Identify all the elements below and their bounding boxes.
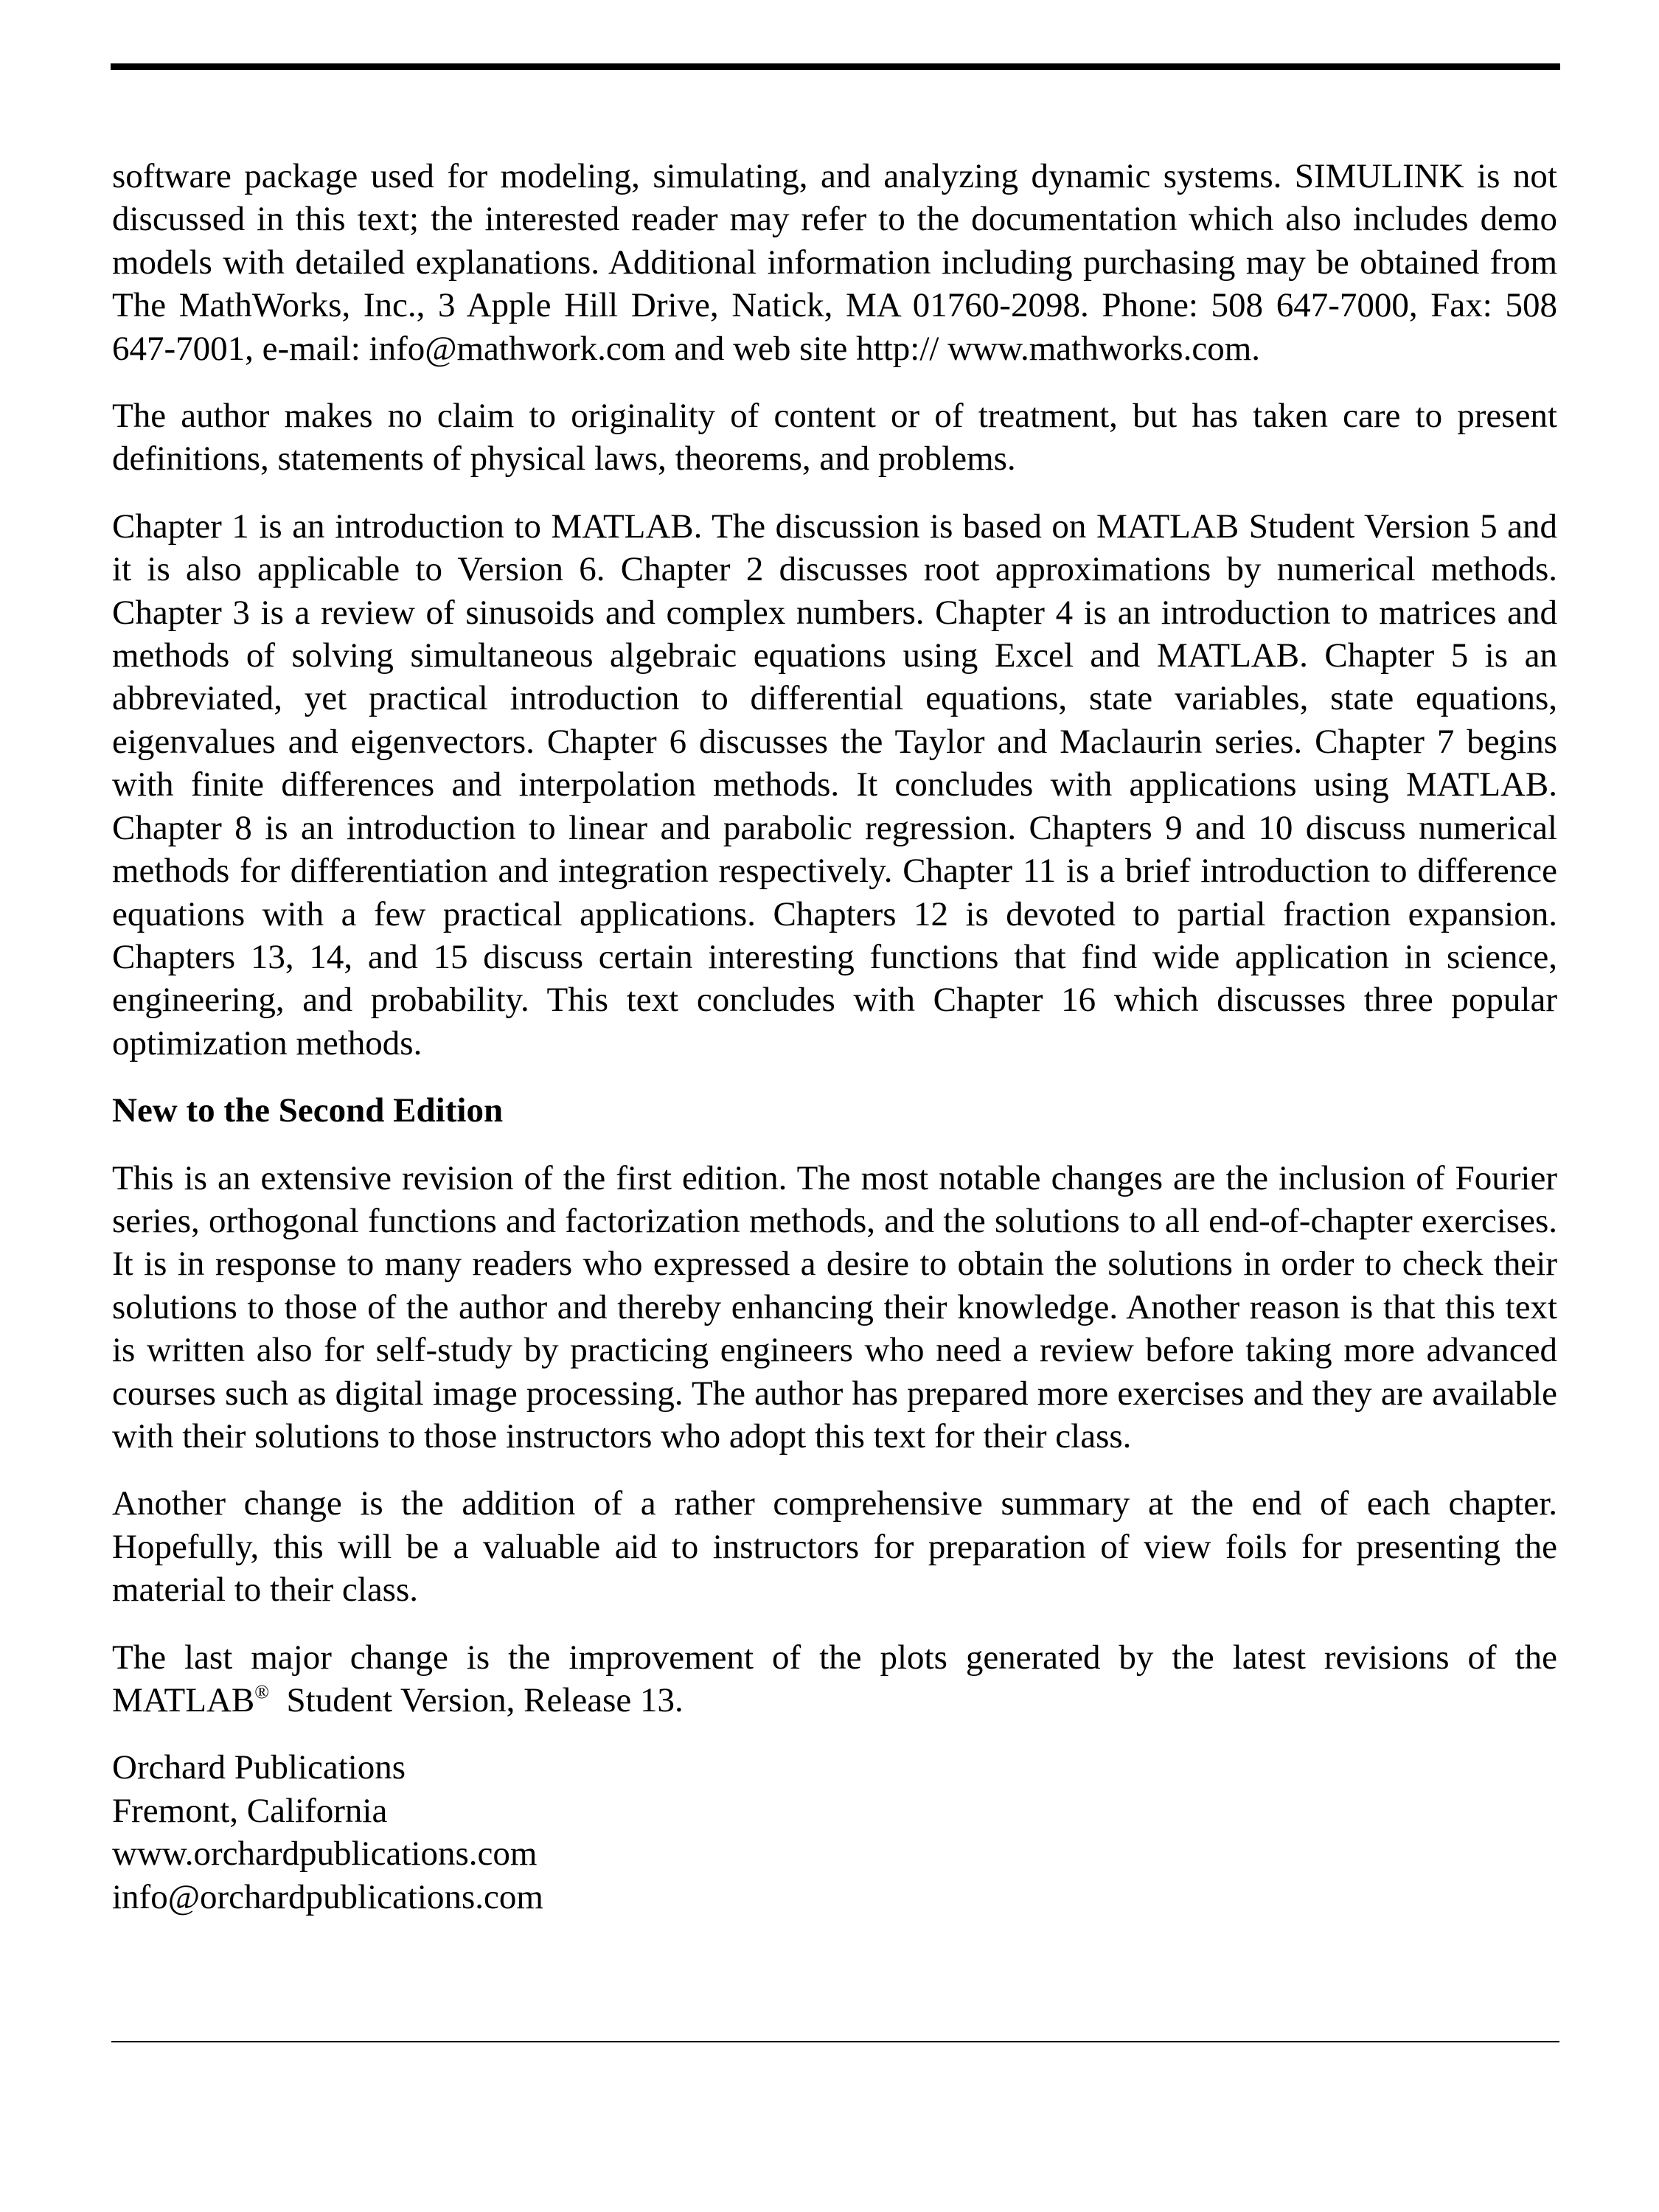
paragraph-plots-change xyxy=(112,1636,1557,1722)
page-body xyxy=(112,155,1557,1919)
plots-change-text-end: Student Version, Release 13. xyxy=(269,1681,684,1719)
header-rule xyxy=(111,63,1560,70)
footer-rule xyxy=(111,2041,1559,2042)
paragraph-summary-change: Another change is the addition of a rather comprehensive summary at the end of each chapter. Hopefully, this will be a valuable aid to instructors for preparation of view foils for presenting the material to their class. xyxy=(112,1484,1557,1610)
publisher-location: Fremont, California xyxy=(112,1791,388,1830)
registered-trademark-symbol: ® xyxy=(254,1681,269,1703)
paragraph-chapter-overview: Chapter 1 is an introduction to MATLAB. The discussion is based on MATLAB Student Version 5 and it is also applicable to Version 6. Chapter 2 discusses root approximations by numerical methods. Chapter 3 is a review of sinusoids and complex numbers. Chapter 4 is an introduction to matrices and methods of solving simultaneous algebraic equations using Excel and MATLAB. Chapter 5 is an abbreviated, yet practical introduction to differential equations, state variables, state equations, eigenvalues and eigenvectors. Chapter 6 discusses the Taylor and Maclaurin series. Chapter 7 begins with finite differences and interpolation methods. It concludes with applications using MATLAB. Chapter 8 is an introduction to linear and parabolic regression. Chapters 9 and 10 discuss numerical methods for differentiation and integration respectively. Chapter 11 is a brief introduction to difference equations with a few practical applications. Chapters 12 is devoted to partial fraction expansion. Chapters 13, 14, and 15 discuss certain interesting functions that find wide application in science, engineering, and probability. This text concludes with Chapter 16 which discusses three popular optimization methods. xyxy=(112,507,1557,1062)
paragraph-originality: The author makes no claim to originality of content or of treatment, but has taken care to present definitions, statements of physical laws, theorems, and problems. xyxy=(112,397,1557,479)
publisher-name: Orchard Publications xyxy=(112,1748,406,1787)
paragraph-revision: This is an extensive revision of the first edition. The most notable changes are the inclusion of Fourier series, orthogonal functions and factorization methods, and the solutions to all end-of-chapter exercises. It is in response to many readers who expressed a desire to obtain the solutions in order to check their solutions to those of the author and thereby enhancing their knowledge. Another reason is that this text is written also for self-study by practicing engineers who need a review before taking more advanced courses such as digital image processing. The author has prepared more exercises and they are available with their solutions to those instructors who adopt this text for their class. xyxy=(112,1158,1557,1455)
section-heading: New to the Second Edition xyxy=(112,1091,504,1130)
publisher-address xyxy=(112,1746,1557,1919)
publisher-website-link[interactable]: www.orchardpublications.com xyxy=(112,1834,538,1874)
paragraph-simulink: software package used for modeling, simulating, and analyzing dynamic systems. SIMULINK is not discussed in this text; the interested reader may refer to the documentation which also includes demo models with detailed explanations. Additional information including purchasing may be obtained from The MathWorks, Inc., 3 Apple Hill Drive, Natick, MA 01760-2098. Phone: 508 647-7000, Fax: 508 647-7001, e-mail: info@mathwork.com and web site http:// www.mathworks.com. xyxy=(112,157,1557,368)
plots-change-text: The last major change is the improvement of the plots generated by the latest revisions of the MATLAB xyxy=(112,1638,1557,1719)
publisher-email-link[interactable]: info@orchardpublications.com xyxy=(112,1877,543,1916)
